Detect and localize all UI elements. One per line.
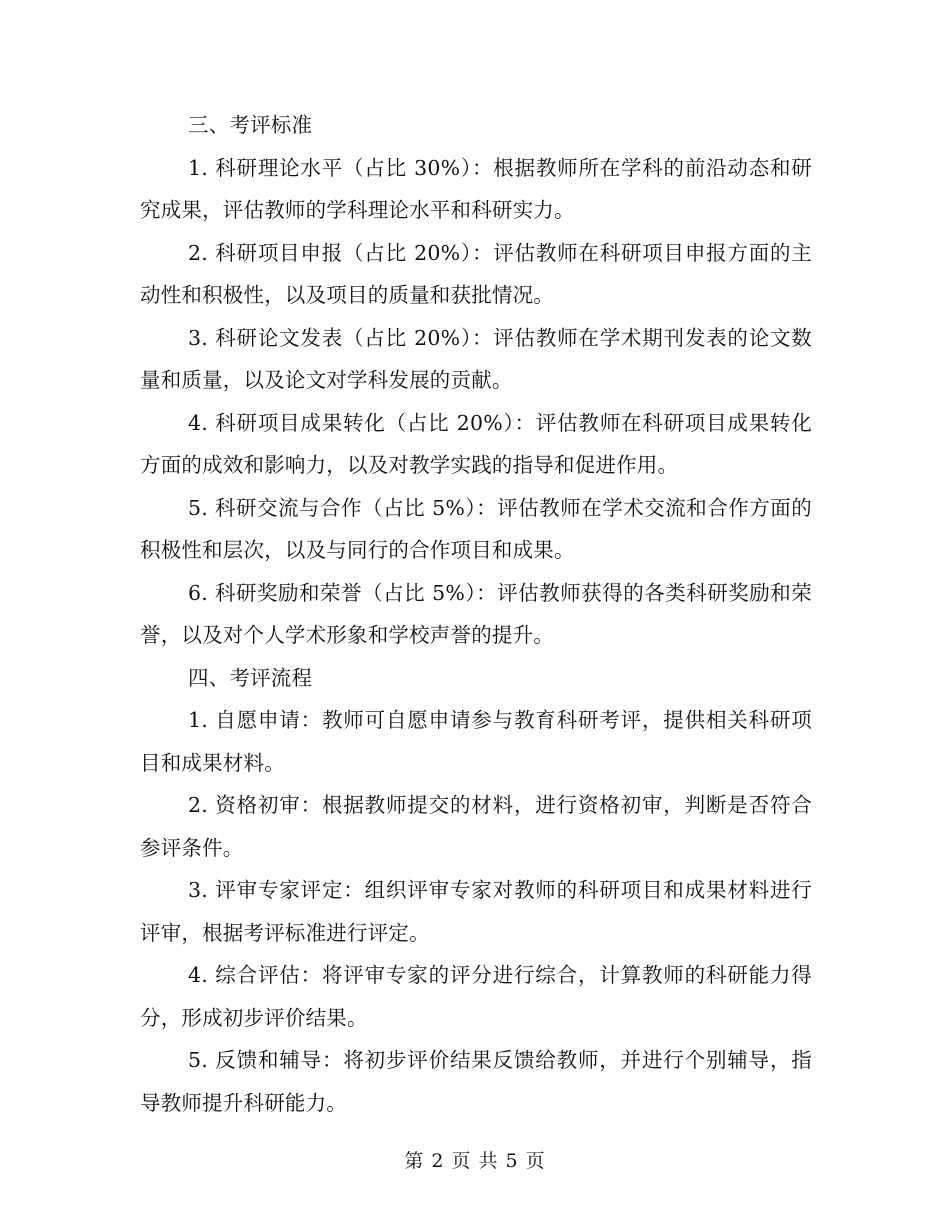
criteria-item-1: 1. 科研理论水平（占比 30%）：根据教师所在学科的前沿动态和研究成果，评估教师的学科理论水平和科研实力。	[140, 155, 812, 222]
process-item-3: 3. 评审专家评定：组织评审专家对教师的科研项目和成果材料进行评审，根据考评标准进行评定。	[140, 878, 812, 945]
criteria-item-5: 5. 科研交流与合作（占比 5%）：评估教师在学术交流和合作方面的积极性和层次，以及与同行的合作项目和成果。	[140, 495, 812, 562]
page-number-footer: 第 2 页 共 5 页	[404, 1150, 546, 1172]
section-heading-evaluation-criteria: 三、考评标准	[188, 113, 313, 137]
criteria-item-3: 3. 科研论文发表（占比 20%）：评估教师在学术期刊发表的论文数量和质量，以及论文对学科发展的贡献。	[140, 325, 812, 392]
section-heading-evaluation-process: 四、考评流程	[188, 665, 313, 690]
process-item-1: 1. 自愿申请：教师可自愿申请参与教育科研考评，提供相关科研项目和成果材料。	[140, 708, 812, 775]
criteria-item-6: 6. 科研奖励和荣誉（占比 5%）：评估教师获得的各类科研奖励和荣誉，以及对个人学术形象和学校声誉的提升。	[140, 580, 812, 647]
process-item-5: 5. 反馈和辅导：将初步评价结果反馈给教师，并进行个别辅导，指导教师提升科研能力。	[140, 1048, 812, 1115]
process-item-2: 2. 资格初审：根据教师提交的材料，进行资格初审，判断是否符合参评条件。	[140, 793, 812, 860]
document-body	[140, 104, 812, 1124]
process-item-4: 4. 综合评估：将评审专家的评分进行综合，计算教师的科研能力得分，形成初步评价结果。	[140, 963, 812, 1030]
criteria-item-4: 4. 科研项目成果转化（占比 20%）：评估教师在科研项目成果转化方面的成效和影响力，以及对教学实践的指导和促进作用。	[140, 410, 812, 477]
criteria-item-2: 2. 科研项目申报（占比 20%）：评估教师在科研项目申报方面的主动性和积极性，以及项目的质量和获批情况。	[140, 240, 812, 307]
